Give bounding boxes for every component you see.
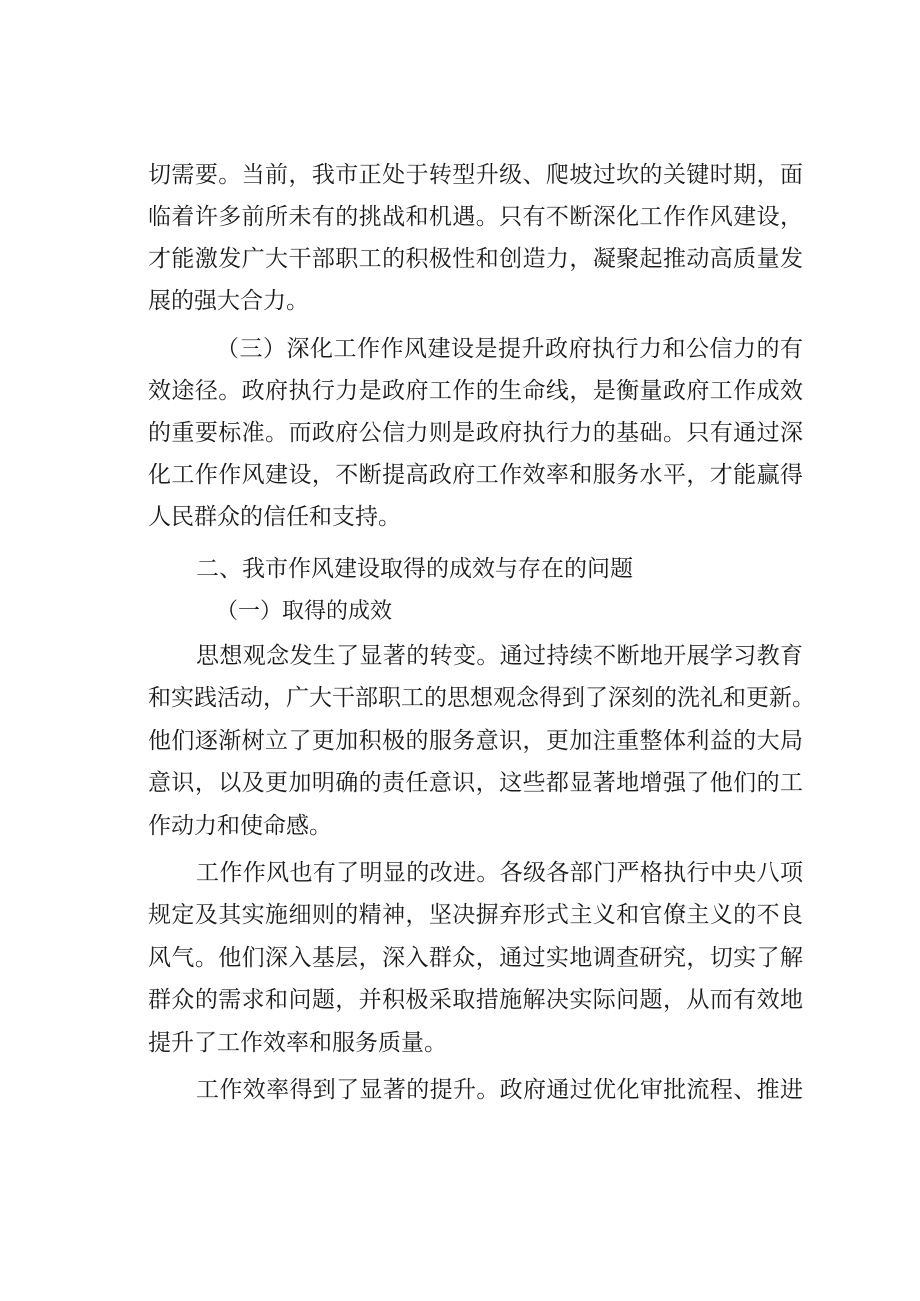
paragraph-line: 他们逐渐树立了更加积极的服务意识，更加注重整体利益的大局 — [148, 728, 803, 754]
paragraph-line: 和实践活动，广大干部职工的思想观念得到了深刻的洗礼和更新。 — [148, 685, 815, 711]
paragraph-line: 提升了工作效率和服务质量。 — [148, 1030, 447, 1056]
subsection-heading: （一）取得的成效 — [216, 599, 393, 624]
paragraph-line: 意识，以及更加明确的责任意识，这些都显著地增强了他们的工 — [148, 770, 803, 796]
paragraph-line: 的重要标准。而政府公信力则是政府执行力的基础。只有通过深 — [148, 420, 803, 446]
section-heading: 二、我市作风建设取得的成效与存在的问题 — [196, 556, 633, 582]
paragraph-line: 思想观念发生了显著的转变。通过持续不断地开展学习教育 — [196, 643, 803, 669]
paragraph-line: 化工作作风建设，不断提高政府工作效率和服务水平，才能赢得 — [148, 462, 803, 488]
paragraph-line: 风气。他们深入基层，深入群众，通过实地调查研究，切实了解 — [148, 945, 803, 971]
paragraph-line: （三）深化工作作风建设是提升政府执行力和公信力的有 — [216, 336, 803, 362]
paragraph-line: 工作效率得到了显著的提升。政府通过优化审批流程、推进 — [196, 1077, 803, 1103]
paragraph-line: 切需要。当前，我市正处于转型升级、爬坡过坎的关键时期，面 — [148, 162, 803, 188]
paragraph-line: 效途径。政府执行力是政府工作的生命线，是衡量政府工作成效 — [148, 378, 803, 404]
paragraph-line: 工作作风也有了明显的改进。各级各部门严格执行中央八项 — [196, 860, 803, 886]
paragraph-line: 才能激发广大干部职工的积极性和创造力，凝聚起推动高质量发 — [148, 246, 803, 272]
paragraph-line: 展的强大合力。 — [148, 288, 309, 314]
paragraph-line: 规定及其实施细则的精神，坚决摒弃形式主义和官僚主义的不良 — [148, 902, 803, 928]
paragraph-line: 人民群众的信任和支持。 — [148, 504, 401, 530]
paragraph-line: 群众的需求和问题，并积极采取措施解决实际问题，从而有效地 — [148, 987, 803, 1013]
paragraph-line: 临着许多前所未有的挑战和机遇。只有不断深化工作作风建设， — [148, 204, 803, 230]
paragraph-line: 作动力和使命感。 — [148, 813, 332, 839]
